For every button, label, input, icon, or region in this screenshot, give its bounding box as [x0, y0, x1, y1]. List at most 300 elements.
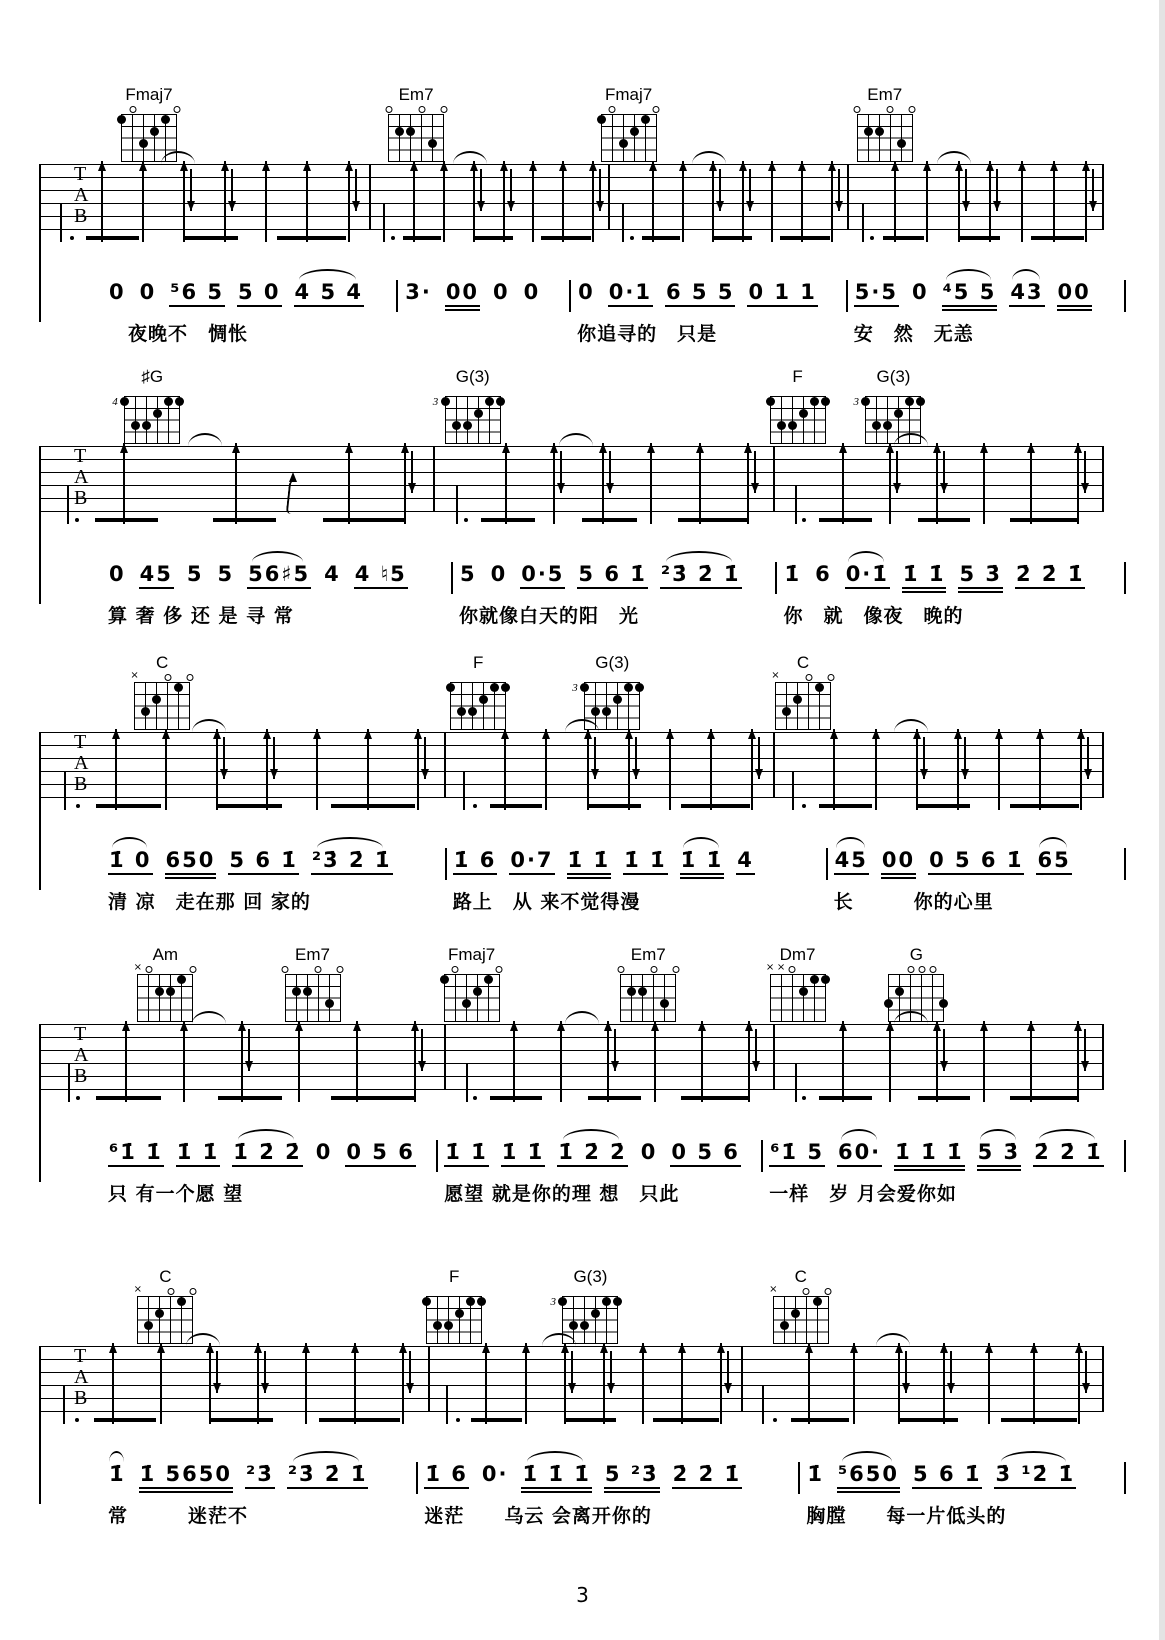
melody-measure [102, 560, 451, 628]
melody-measure [102, 1138, 436, 1206]
rhythm-beam [1010, 804, 1079, 808]
finger-dot [144, 1321, 153, 1330]
up-arrowhead-icon [1018, 161, 1026, 171]
finger-dot [292, 987, 301, 996]
chord-open-mute-markers [445, 387, 501, 396]
strum-up-arrow [926, 161, 928, 242]
up-arrowhead-icon [1074, 1021, 1082, 1031]
chord-name: G(3) [595, 653, 630, 672]
open-string-marker [825, 1288, 832, 1295]
melody-group: ⁵650 [837, 1460, 900, 1493]
finger-dot [406, 127, 415, 136]
open-string-marker [827, 674, 834, 681]
melody-measure [102, 278, 396, 346]
up-arrowhead-icon [345, 161, 353, 171]
up-arrowhead-icon [698, 1021, 706, 1031]
open-string-marker [907, 966, 914, 973]
tab-letter-A: A [74, 752, 89, 774]
finger-dot [635, 683, 644, 692]
tie-arc [238, 1129, 294, 1140]
finger-dot [602, 1297, 611, 1306]
strum-up-arrow [443, 161, 445, 242]
tie-arc [848, 551, 884, 562]
melody-measure [453, 560, 775, 628]
tab-letter-T: T [74, 1023, 87, 1045]
strum-up-arrow [936, 1021, 938, 1102]
tie-arc [1012, 269, 1040, 280]
tab-measure [369, 164, 610, 230]
open-string-marker [854, 106, 861, 113]
strum-up-arrow [742, 161, 744, 242]
up-arrowhead-icon [440, 161, 448, 171]
open-string-marker [496, 966, 503, 973]
rhythm-dot [802, 518, 806, 522]
down-arrowhead-icon [752, 1061, 760, 1071]
lyric-line: 一样 岁 月会爱你如 [769, 1183, 957, 1205]
rhythm-beam [642, 236, 680, 240]
open-string-marker [452, 966, 459, 973]
finger-dot [861, 397, 870, 406]
strum-up-arrow [417, 729, 419, 810]
melody-group: 5 3̇ [977, 1138, 1022, 1171]
finger-dot [780, 1321, 789, 1330]
up-arrowhead-icon [1027, 1021, 1035, 1031]
melody-group: 00 [881, 846, 916, 879]
down-arrowhead-icon [421, 769, 429, 779]
finger-dot [624, 683, 633, 692]
finger-dot [630, 127, 639, 136]
up-arrowhead-icon [891, 161, 899, 171]
rhythm-beam [95, 518, 158, 522]
rhythm-beam [681, 1096, 750, 1100]
finger-dot [466, 1297, 475, 1306]
strum-up-arrow [592, 161, 594, 242]
finger-dot [440, 975, 449, 984]
chord-name: Am [152, 945, 179, 964]
chord-G(3) [550, 1267, 618, 1344]
strum-up-arrow [747, 443, 749, 524]
chord-G(3) [432, 367, 501, 444]
finger-dot [428, 139, 437, 148]
up-arrowhead-icon [510, 1021, 518, 1031]
chord-Em7 [388, 86, 444, 162]
melody-group: 00 [1057, 278, 1092, 311]
chord-open-mute-markers [388, 105, 444, 114]
melody-group: ²3̇ 2̇ 1̇ [660, 560, 742, 589]
chord-open-mute-markers [584, 673, 640, 682]
strum-up-arrow [1077, 1021, 1079, 1102]
finger-dot [810, 397, 819, 406]
chord-name: Dm7 [779, 945, 816, 964]
finger-dot [490, 683, 499, 692]
melody-barline [1124, 1140, 1126, 1172]
rhythm-beam [471, 1418, 521, 1422]
chord-name: C [796, 653, 810, 672]
rhythm-beam [918, 804, 971, 808]
chord-open-mute-markers [285, 965, 341, 974]
finger-dot [141, 707, 150, 716]
melody-measure [102, 1460, 416, 1528]
melody-group: 5 [217, 562, 235, 586]
melody-group: 5 ²3̇ [604, 1460, 660, 1493]
chord-name: F [448, 1267, 460, 1286]
up-arrowhead-icon [313, 729, 321, 739]
rhythm-dot [630, 236, 634, 240]
chord-name: G(3) [455, 367, 490, 386]
muted-string-marker: × [133, 962, 143, 973]
finger-dot [894, 409, 903, 418]
melody-groups [444, 1138, 755, 1172]
rhythm-beam [883, 236, 924, 240]
rhythm-beam [900, 1418, 958, 1422]
tab-staff [40, 1346, 1102, 1412]
melody-barline [1124, 280, 1126, 312]
up-arrowhead-icon [345, 443, 353, 453]
strum-up-arrow [957, 729, 959, 810]
rhythm-beam [791, 1418, 849, 1422]
melody-group: 5 [186, 562, 204, 586]
finger-dot [810, 975, 819, 984]
bass-stem [63, 1386, 65, 1424]
strum-up-arrow [988, 1343, 990, 1424]
rhythm-dot [802, 1096, 806, 1100]
melody-group: 2̇ 2̇ 1̇ [1033, 1138, 1103, 1167]
finger-dot [597, 115, 606, 124]
melody-group: ⁴5 5 [942, 278, 998, 311]
up-arrowhead-icon [221, 161, 229, 171]
up-arrowhead-icon [529, 161, 537, 171]
finger-dot [463, 421, 472, 430]
strum-up-arrow [1053, 161, 1055, 242]
bass-stem [622, 204, 624, 242]
strum-up-arrow [842, 1021, 844, 1102]
lyric-line: 清 凉 走在那 回 家的 [108, 891, 311, 913]
finger-dot [627, 987, 636, 996]
up-arrowhead-icon [351, 1343, 359, 1353]
tab-letter-A: A [74, 184, 89, 206]
finger-dot [580, 1321, 589, 1330]
strum-up-arrow [943, 1343, 945, 1424]
strum-up-arrow [587, 729, 589, 810]
finger-dot [441, 397, 450, 406]
up-arrowhead-icon [262, 161, 270, 171]
tab-measure [773, 732, 1104, 798]
chord-C [130, 653, 190, 730]
arpeggio-squiggle [285, 480, 300, 514]
tie-arc [683, 837, 719, 848]
melody-group: 1̇ 5650 [139, 1460, 233, 1493]
rhythm-beam [481, 518, 535, 522]
up-arrowhead-icon [995, 729, 1003, 739]
fret-position-label: 3 [550, 1296, 556, 1308]
rhythm-beam [819, 518, 872, 522]
down-arrowhead-icon [716, 201, 724, 211]
melody-groups [424, 1460, 792, 1494]
bass-stem [456, 486, 458, 524]
up-arrowhead-icon [139, 161, 147, 171]
up-arrowhead-icon [678, 1343, 686, 1353]
melody-measure [447, 846, 826, 914]
chord-grid [444, 974, 500, 1022]
muted-string-marker: × [771, 670, 780, 681]
melody-measure [800, 1460, 1124, 1528]
down-arrowhead-icon [591, 769, 599, 779]
melody-group: 0 [109, 280, 126, 304]
rhythm-beam [277, 236, 346, 240]
finger-dot [161, 115, 170, 124]
rhythm-beam [86, 236, 139, 240]
tab-measure [847, 164, 1104, 230]
rhythm-beam [713, 236, 751, 240]
down-arrowhead-icon [755, 769, 763, 779]
up-arrowhead-icon [501, 729, 509, 739]
chord-C [771, 653, 831, 730]
rhythm-dot [391, 236, 395, 240]
tab-measure [40, 1024, 446, 1090]
up-arrowhead-icon [232, 443, 240, 453]
fret-position-label: 3 [853, 396, 859, 408]
bass-stem [862, 204, 864, 242]
rhythm-dot [473, 804, 477, 808]
strum-up-arrow [485, 1343, 487, 1424]
up-arrowhead-icon [980, 443, 988, 453]
up-arrowhead-icon [748, 729, 756, 739]
rhythm-dot [75, 1418, 79, 1422]
rhythm-beam [588, 804, 641, 808]
melody-measure [848, 278, 1124, 346]
up-arrowhead-icon [639, 1343, 647, 1353]
tie-arc [299, 269, 355, 280]
strum-up-arrow [1080, 729, 1082, 810]
melody-group: 1̇ 6 [424, 1460, 469, 1489]
melody-group: 0· [481, 1462, 509, 1486]
up-arrowhead-icon [482, 1343, 490, 1353]
up-arrowhead-icon [109, 1343, 117, 1353]
chord-C [133, 1267, 193, 1344]
up-arrowhead-icon [923, 161, 931, 171]
chord-F [426, 1268, 482, 1344]
up-arrowhead-icon [364, 729, 372, 739]
finger-dot [155, 1309, 164, 1318]
up-arrowhead-icon [625, 729, 633, 739]
open-string-marker [164, 674, 171, 681]
chord-C [769, 1267, 829, 1344]
strum-up-arrow [553, 443, 555, 524]
melody-groups [854, 278, 1118, 312]
rhythm-beam [565, 1418, 615, 1422]
chord-grid [137, 974, 193, 1022]
up-arrowhead-icon [589, 161, 597, 171]
finger-dot [155, 987, 164, 996]
down-arrowhead-icon [220, 769, 228, 779]
chord-name: F [472, 653, 484, 672]
chord-grid [137, 1296, 193, 1344]
up-arrowhead-icon [985, 1343, 993, 1353]
chord-name: G(3) [876, 367, 911, 386]
finger-dot [131, 421, 140, 430]
up-arrowhead-icon [411, 1021, 419, 1031]
finger-dot [613, 1297, 622, 1306]
melody-group: 2̇ 2̇ 1̇ [672, 1460, 742, 1489]
arpeggio-arrowhead [289, 472, 297, 482]
strum-up-arrow [112, 1343, 114, 1424]
finger-dot [821, 397, 830, 406]
up-arrowhead-icon [263, 729, 271, 739]
chord-Am [133, 945, 193, 1022]
strum-up-arrow [562, 161, 564, 242]
chord-name: C [159, 1267, 172, 1286]
strum-up-arrow [654, 1021, 656, 1102]
finger-dot [766, 397, 775, 406]
up-arrowhead-icon [1036, 729, 1044, 739]
up-arrowhead-icon [599, 443, 607, 453]
strum-up-arrow [115, 729, 117, 810]
down-arrowhead-icon [947, 1383, 955, 1393]
melody-group: 1̇ [807, 1462, 824, 1486]
melody-group: 4 [324, 562, 341, 586]
tie-arc [946, 269, 991, 280]
up-arrowhead-icon [1050, 161, 1058, 171]
system-3 [40, 648, 1130, 913]
up-arrowhead-icon [238, 1021, 246, 1031]
melody-group: 0·7 [509, 846, 554, 875]
melody-group: 1̇ 6 [453, 846, 498, 875]
up-arrowhead-icon [500, 161, 508, 171]
down-arrowhead-icon [961, 769, 969, 779]
finger-dot [150, 127, 159, 136]
chord-Fmaj7 [444, 946, 500, 1022]
strum-up-arrow [983, 443, 985, 524]
open-string-marker [315, 966, 322, 973]
strum-up-arrow [241, 1021, 243, 1102]
rhythm-beam [211, 1418, 273, 1422]
rhythm-dot [76, 804, 80, 808]
chord-name: C [155, 653, 169, 672]
tab-letter-T: T [74, 445, 87, 467]
rhythm-dot [473, 1096, 477, 1100]
strum-up-arrow [316, 729, 318, 810]
down-arrowhead-icon [1089, 201, 1097, 211]
open-string-marker [145, 966, 152, 973]
melody-group: 1̇ 1̇ [567, 846, 612, 879]
down-arrowhead-icon [408, 483, 416, 493]
tie-arc [1039, 837, 1067, 848]
up-arrowhead-icon [850, 1343, 858, 1353]
up-arrowhead-icon [254, 1343, 262, 1353]
up-arrowhead-icon [739, 161, 747, 171]
chord-open-mute-markers [601, 105, 657, 114]
melody-group: 6 5 5 [665, 278, 735, 307]
strum-up-arrow [1033, 1343, 1035, 1424]
chord-open-mute-markers [888, 965, 944, 974]
rhythm-beam [819, 804, 872, 808]
melody-measure [418, 1460, 798, 1528]
melody-group: 0 [640, 1140, 658, 1164]
muted-string-marker: × [130, 670, 139, 681]
melody-group: 0 [523, 280, 541, 304]
down-arrowhead-icon [940, 483, 948, 493]
tab-measure [433, 446, 775, 512]
up-arrowhead-icon [696, 443, 704, 453]
tab-staff [40, 164, 1102, 230]
down-arrowhead-icon [962, 201, 970, 211]
melody-group: 3̇ ¹2̇ 1̇ [994, 1460, 1076, 1489]
lyric-line: 你就像白天的阳 光 [458, 605, 639, 627]
up-arrowhead-icon [401, 443, 409, 453]
chord-open-mute-markers [770, 387, 826, 396]
melody-group: 1̇ 2̇ 2̇ [557, 1138, 627, 1167]
open-string-marker [918, 966, 925, 973]
chord-grid [112, 396, 180, 444]
strum-up-arrow [607, 1021, 609, 1102]
finger-dot [120, 397, 129, 406]
strum-up-arrow [1030, 443, 1032, 524]
tab-measure [40, 164, 371, 230]
chord-name: Em7 [630, 945, 666, 964]
melody-group: 65 [1036, 846, 1071, 875]
strum-up-arrow [771, 161, 773, 242]
chord-open-mute-markers [865, 387, 921, 396]
up-arrowhead-icon [744, 443, 752, 453]
lyric-line: 你追寻的 只是 [577, 323, 718, 345]
tie-arc [317, 837, 382, 848]
lyric-line: 只 有一个愿 望 [108, 1183, 244, 1205]
tab-measure [40, 732, 446, 798]
rhythm-dot [773, 1418, 777, 1422]
up-arrowhead-icon [295, 1021, 303, 1031]
tie-arc [112, 837, 148, 848]
page-number: 3 [576, 1583, 589, 1607]
chord-grid [426, 1296, 482, 1344]
melody-groups [108, 846, 439, 880]
tab-measure [608, 164, 849, 230]
tab-measure [773, 1024, 1104, 1090]
finger-dot [799, 987, 808, 996]
melody-group: 43 [1009, 278, 1044, 307]
melody-group: 0 [315, 1140, 333, 1164]
chord-name: Fmaj7 [604, 85, 653, 104]
up-arrowhead-icon [768, 161, 776, 171]
down-arrowhead-icon [632, 769, 640, 779]
rhythm-beam [1001, 1418, 1077, 1422]
bass-stem [68, 1064, 70, 1102]
lyric-line: 愿望 就是你的理 想 只此 [444, 1183, 680, 1205]
melody-group: ⁶1̇ 5 [769, 1138, 825, 1167]
chord-Dm7 [765, 945, 826, 1022]
chord-Em7 [857, 86, 913, 162]
melody-measure [571, 278, 846, 346]
down-arrowhead-icon [477, 201, 485, 211]
bass-stem [446, 1386, 448, 1424]
melody-barline [1124, 848, 1126, 880]
up-arrowhead-icon [604, 1021, 612, 1031]
strum-up-arrow [983, 1021, 985, 1102]
open-string-marker [186, 674, 193, 681]
finger-dot [468, 707, 477, 716]
down-arrowhead-icon [940, 1061, 948, 1071]
melody-group: 4 5 4 [294, 278, 364, 307]
down-arrowhead-icon [228, 201, 236, 211]
strum-up-arrow [894, 161, 896, 242]
melody-measure [438, 1138, 761, 1206]
up-arrowhead-icon [745, 1021, 753, 1031]
strum-up-arrow [720, 1343, 722, 1424]
strum-up-arrow [101, 161, 103, 242]
chord-Fmaj7 [121, 86, 177, 162]
bass-stem [60, 204, 62, 242]
melody-group: 5 6 1̇ [228, 846, 298, 875]
finger-dot [395, 127, 404, 136]
